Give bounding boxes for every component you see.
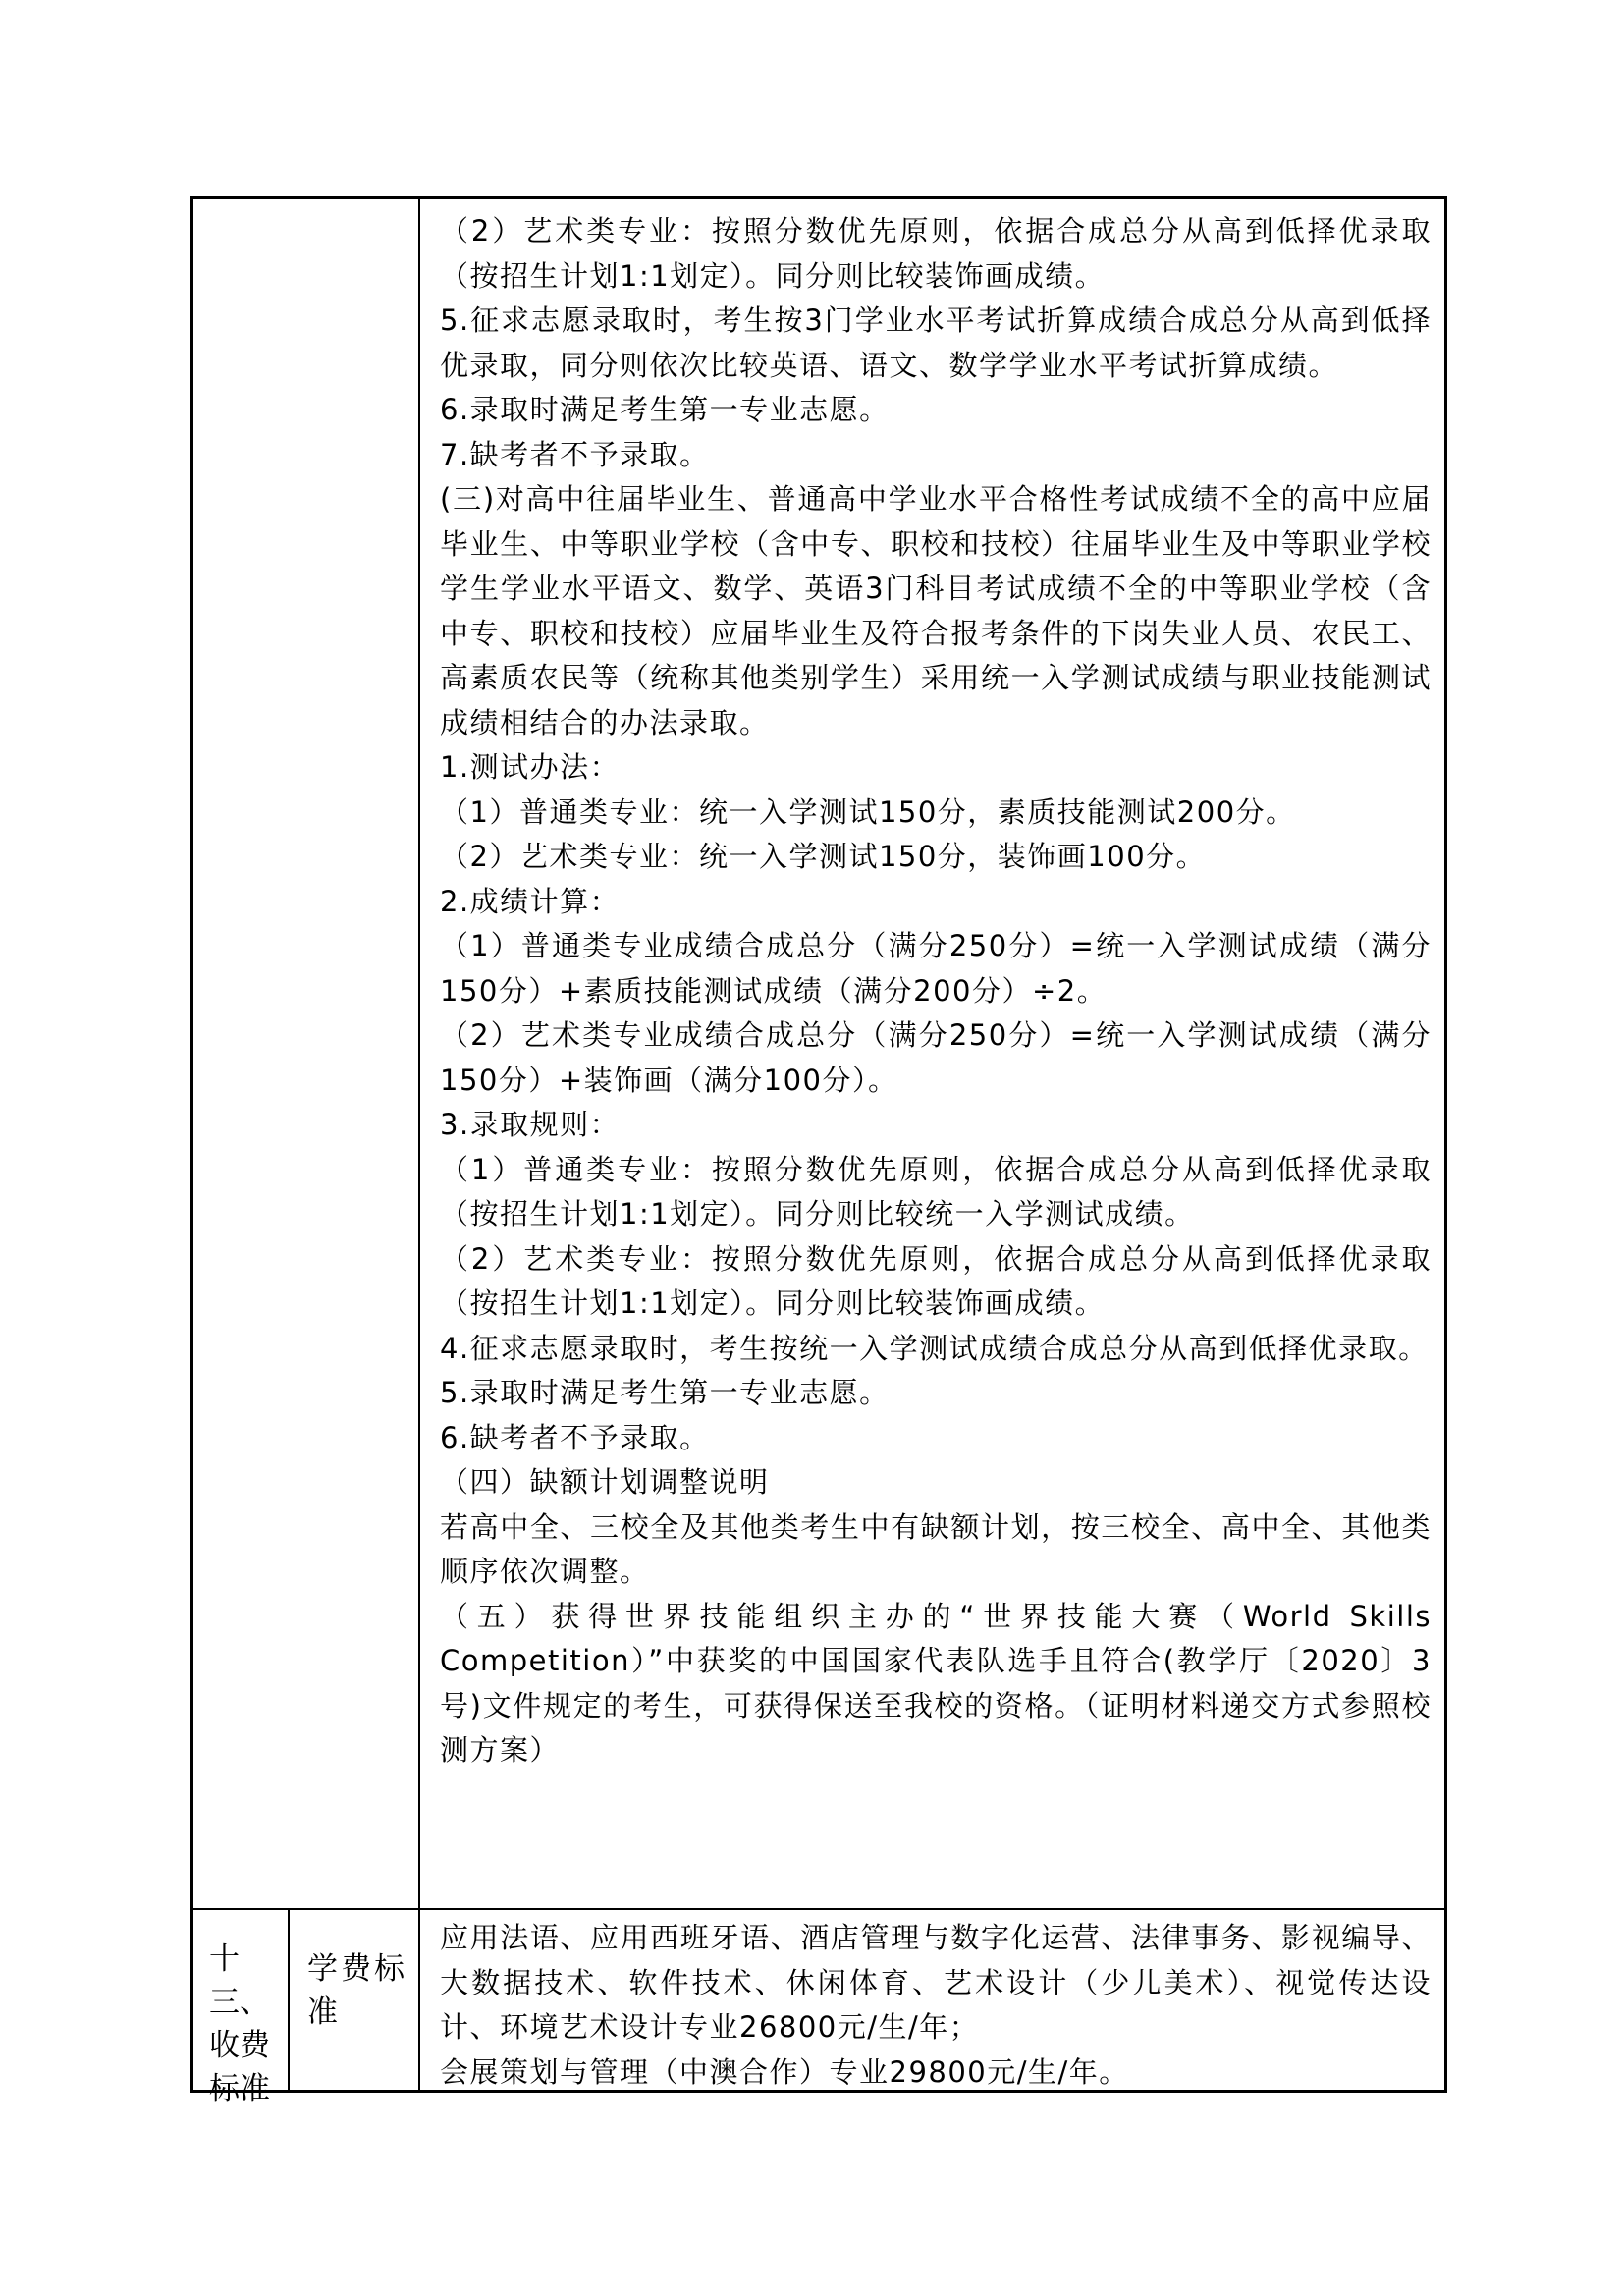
rule-paragraph: 1.测试办法：	[440, 750, 621, 784]
section-number-line: 三、	[209, 1985, 270, 2020]
rule-paragraph: 5.录取时满足考生第一专业志愿。	[440, 1376, 890, 1409]
fee-label-line: 准	[307, 1995, 341, 2030]
rule-paragraph: 3.录取规则：	[440, 1108, 621, 1141]
rule-paragraph: （1）普通类专业：按照分数优先原则，依据合成总分从高到低择优录取（按招生计划1:1划定）。同分则比较统一入学测试成绩。	[440, 1152, 1432, 1230]
rule-paragraph: （2）艺术类专业：按照分数优先原则，依据合成总分从高到低择优录取（按招生计划1:1划定）。同分则比较装饰画成绩。	[440, 214, 1432, 293]
rule-paragraph: （五）获得世界技能组织主办的“世界技能大赛（World Skills Competition）”中获奖的中国国家代表队选手且符合(教学厅〔2020〕3号)文件规定的考生，可获得保送至我校的资格。（证明材料递交方式参照校测方案）	[440, 1599, 1442, 1767]
rule-paragraph: （2）艺术类专业：按照分数优先原则，依据合成总分从高到低择优录取（按招生计划1:1划定）。同分则比较装饰画成绩。	[440, 1241, 1432, 1320]
rule-paragraph: 2.成绩计算：	[440, 884, 621, 918]
rule-paragraph: 6.录取时满足考生第一专业志愿。	[440, 393, 890, 426]
fee-paragraph: 应用法语、应用西班牙语、酒店管理与数字化运营、法律事务、影视编导、大数据技术、软件技术、休闲体育、艺术设计（少儿美术）、视觉传达设计、环境艺术设计专业26800元/生/年；	[440, 1921, 1432, 2044]
rule-paragraph: 5.征求志愿录取时，考生按3门学业水平考试折算成绩合成总分从高到低择优录取，同分则依次比较英语、语文、数学学业水平考试折算成绩。	[440, 303, 1432, 382]
section-number-line: 十	[209, 1941, 240, 1977]
fee-content-cell	[440, 1916, 1432, 2095]
section-number-line: 标准	[209, 2071, 270, 2106]
rule-paragraph: 4.征求志愿录取时，考生按统一入学测试成绩合成总分从高到低择优录取。	[440, 1331, 1429, 1365]
rule-paragraph: （2）艺术类专业：统一入学测试150分，装饰画100分。	[440, 840, 1207, 873]
rule-paragraph: （2）艺术类专业成绩合成总分（满分250分）=统一入学测试成绩（满分150分）+装饰画（满分100分）。	[440, 1018, 1432, 1097]
rule-paragraph: 若高中全、三校全及其他类考生中有缺额计划，按三校全、高中全、其他类顺序依次调整。	[440, 1509, 1432, 1588]
rule-paragraph: （1）普通类专业成绩合成总分（满分250分）=统一入学测试成绩（满分150分）+素质技能测试成绩（满分200分）÷2。	[440, 929, 1432, 1008]
fee-label-line: 学费标	[307, 1951, 407, 1987]
rule-paragraph: (三)对高中往届毕业生、普通高中学业水平合格性考试成绩不全的高中应届毕业生、中等职业学校（含中专、职校和技校）往届毕业生及中等职业学校学生学业水平语文、数学、英语3门科目考试成绩不全的中等职业学校（含中专、职校和技校）应届毕业生及符合报考条件的下岗失业人员、农民工、高素质农民等（统称其他类别学生）采用统一入学测试成绩与职业技能测试成绩相结合的办法录取。	[440, 482, 1432, 739]
fee-paragraph: 会展策划与管理（中澳合作）专业29800元/生/年。	[440, 2054, 1129, 2089]
rule-paragraph: 6.缺考者不予录取。	[440, 1420, 710, 1454]
section-number-cell	[193, 1910, 288, 2106]
fee-label-cell	[290, 1910, 420, 2096]
rule-paragraph: （1）普通类专业：统一入学测试150分，素质技能测试200分。	[440, 794, 1296, 829]
section-number-line: 收费	[209, 2028, 270, 2063]
rule-paragraph: 7.缺考者不予录取。	[440, 437, 710, 471]
admission-rules-cell	[440, 209, 1442, 1774]
rule-paragraph: （四）缺额计划调整说明	[440, 1465, 770, 1499]
document-table	[190, 196, 1447, 2106]
table-column-divider-main	[418, 199, 420, 2090]
